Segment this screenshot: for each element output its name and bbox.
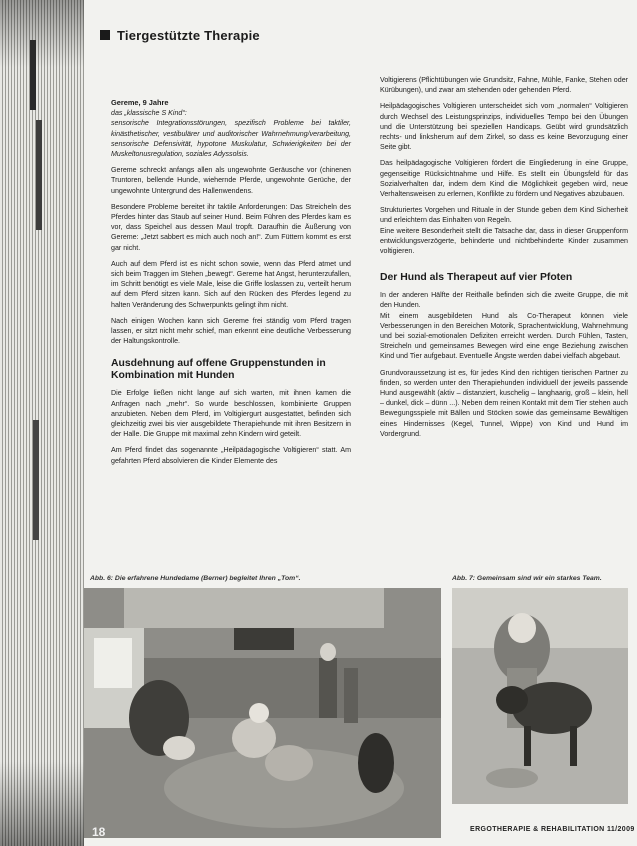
body-paragraph: Das heilpädagogische Voltigieren fördert die Eingliederung in eine Gruppe, gegenseitige Rücksichtnahme und Hilfe. Es stellt ein Übungsfeld für das Sozialverhalten dar, indem dem Kind die Möglichkeit gegeben wird, neue Verhaltensweisen zu erlernen, Konflikte zu fördern und Negatives abzubauen.	[380, 159, 628, 199]
body-paragraph: Voltigierens (Pflichtübungen wie Grundsitz, Fahne, Mühle, Fanke, Stehen oder Kürübungen), und zwar am stehenden oder gehenden Pferd.	[380, 76, 628, 95]
body-paragraph: Gereme schreckt anfangs allen als ungewohnte Geräusche vor (chinenen Truntoren, bellende Hunde, wiehernde Pferde, ungewohnte Gerüche, der ungewohnte Untergrund des Hallenwendens.	[111, 166, 351, 195]
square-bullet-icon	[100, 30, 110, 40]
body-paragraph: Besondere Probleme bereitet ihr taktile Anforderungen: Das Streicheln des Pferdes hinter das Staub auf seiner Hund. Beim Führen des Pferdes kam es vor, dass Speichel aus dessen Maul tropft. Daraufhin die Äußerung von Gereme: „Jetzt sabbert es mich auch noch an!“. Zum Füttern kommt es erst gar nicht.	[111, 202, 351, 252]
body-paragraph: Die Erfolge ließen nicht lange auf sich warten, mit ihnen kamen die Anfragen nach „mehr“. So wurde beschlossen, kombinierte Gruppen anzubieten. Neben dem Pferd, im Voltigiergurt ausgestattet, befinden sich gleichzeitig zwei bis vier ausgebildete Therapiehunde mit ihren Besitzern in der Halle. Die Gruppe mit maximal zehn Kindern wird geteilt.	[111, 389, 351, 439]
page-tab-marker	[30, 40, 36, 110]
left-column	[111, 98, 351, 472]
body-paragraph: Auch auf dem Pferd ist es nicht schon sowie, wenn das Pferd atmet und sich beim Traggen im Stehen „bewegt“. Gereme hat Angst, herunterzufallen, im Schritt benötigt es viele Male, leise die Griffe loslassen zu, verteilt herum auf dem Pferd sitzen kann. Sich auf den Rücken des Pferdes legend zu halten Veränderung des Schwerpunkts gelingt ihm nicht.	[111, 259, 351, 309]
body-paragraph: Heilpädagogisches Voltigieren unterscheidet sich vom „normalen“ Voltigieren durch Wechsel des Leistungsprinzips, individuelles Tempo bei den Übungen und die Unterstützung bei speziellen Handicaps. Geübt wird grundsätzlich rechts- und linksherum auf dem Zirkel, so dass es keine Bevorzugung einer Seite gibt.	[380, 102, 628, 152]
section-title: Tiergestützte Therapie	[117, 27, 260, 43]
book-page-edges	[0, 0, 84, 846]
body-paragraph: Strukturiertes Vorgehen und Rituale in der Stunde geben dem Kind Sicherheit und erleichtern das Einhalten von Regeln.	[380, 206, 628, 225]
body-paragraph: Mit einem ausgebildeten Hund als Co-Therapeut können viele Verbesserungen in den Bereichen Motorik, Sprachentwicklung, Wahrnehmung und bei sozial-emotionalen Defiziten erreicht werden. Durch Fühlen, Tasten, Streicheln und gemeinsames Bewegen wird eine enge Beziehung zwischen Kind und Tier aufgebaut. Eventuelle Ängste werden dabei vielfach abgebaut.	[380, 311, 628, 361]
child-with-dog-photo	[452, 588, 628, 804]
case-quote: das „klassische S Kind“:	[111, 109, 187, 118]
section-heading: Ausdehnung auf offene Gruppenstunden in Kombination mit Hunden	[111, 358, 326, 382]
body-paragraph: Eine weitere Besonderheit stellt die Tatsache dar, dass in dieser Gruppenform entwicklungsverzögerte, behinderte und nichtbehinderte Kinder zusammen voltigieren.	[380, 226, 628, 256]
body-paragraph: Nach einigen Wochen kann sich Gereme frei ständig vom Pferd tragen lassen, er sitzt nicht mehr schief, man erkennt eine deutliche Verbesserung der Haltungskontrolle.	[111, 316, 351, 346]
section-heading: Der Hund als Therapeut auf vier Pfoten	[380, 272, 573, 284]
body-paragraph: Grundvoraussetzung ist es, für jedes Kind den richtigen tierischen Partner zu finden, so werden unter den Therapiehunden individuell der jeweils passende Hund ausgewählt (aktiv – distanziert, kuschelig – langhaarig, groß – klein, hell – dunkel, dick – dünn ...). Neben dem reinen Kontakt mit dem Tier stehen auch Bewegungsspiele mit Bällen und Stöcken sowie das gemeinsame Bewältigen eines Hindernisses (Kegel, Tunnel, Wippe) von Kind und Hund im Vordergrund.	[380, 368, 628, 438]
body-paragraph: Am Pferd findet das sogenannte „Heilpädagogische Voltigieren“ statt. Am gefahrten Pferd absolvieren die Kinder Elemente des	[111, 446, 351, 465]
case-description: sensorische Integrationsstörungen, spezifisch Probleme bei taktiler, kinästhetischer, vestibulärer und auditorischer Wahrnehmung/verarbeitung, sensorische Defensivität, hypotone Muskulatur, Schwierigkeiten bei der Muskeltonusregulation, soziales Adyssolsis.	[111, 119, 351, 159]
case-title: Gereme, 9 Jahre	[111, 98, 169, 107]
page-tab-marker	[33, 420, 39, 540]
right-column	[380, 75, 628, 445]
child-with-dog-photo-image	[452, 588, 628, 804]
figure-caption: Abb. 6: Die erfahrene Hundedame (Berner) begleitet Ihren „Tom“.	[90, 575, 301, 582]
page-tab-marker	[36, 120, 42, 230]
body-paragraph: In der anderen Hälfte der Reithalle befinden sich die zweite Gruppe, die mit den Hunden.	[380, 291, 628, 310]
magazine-name: ERGOTHERAPIE & REHABILITATION 11/2009	[470, 826, 635, 833]
figure-caption: Abb. 7: Gemeinsam sind wir ein starkes Team.	[452, 575, 602, 582]
page-number: 18	[92, 825, 106, 839]
therapy-hall-photo	[84, 588, 441, 838]
therapy-hall-photo-image	[84, 588, 441, 838]
section-header	[100, 24, 260, 46]
